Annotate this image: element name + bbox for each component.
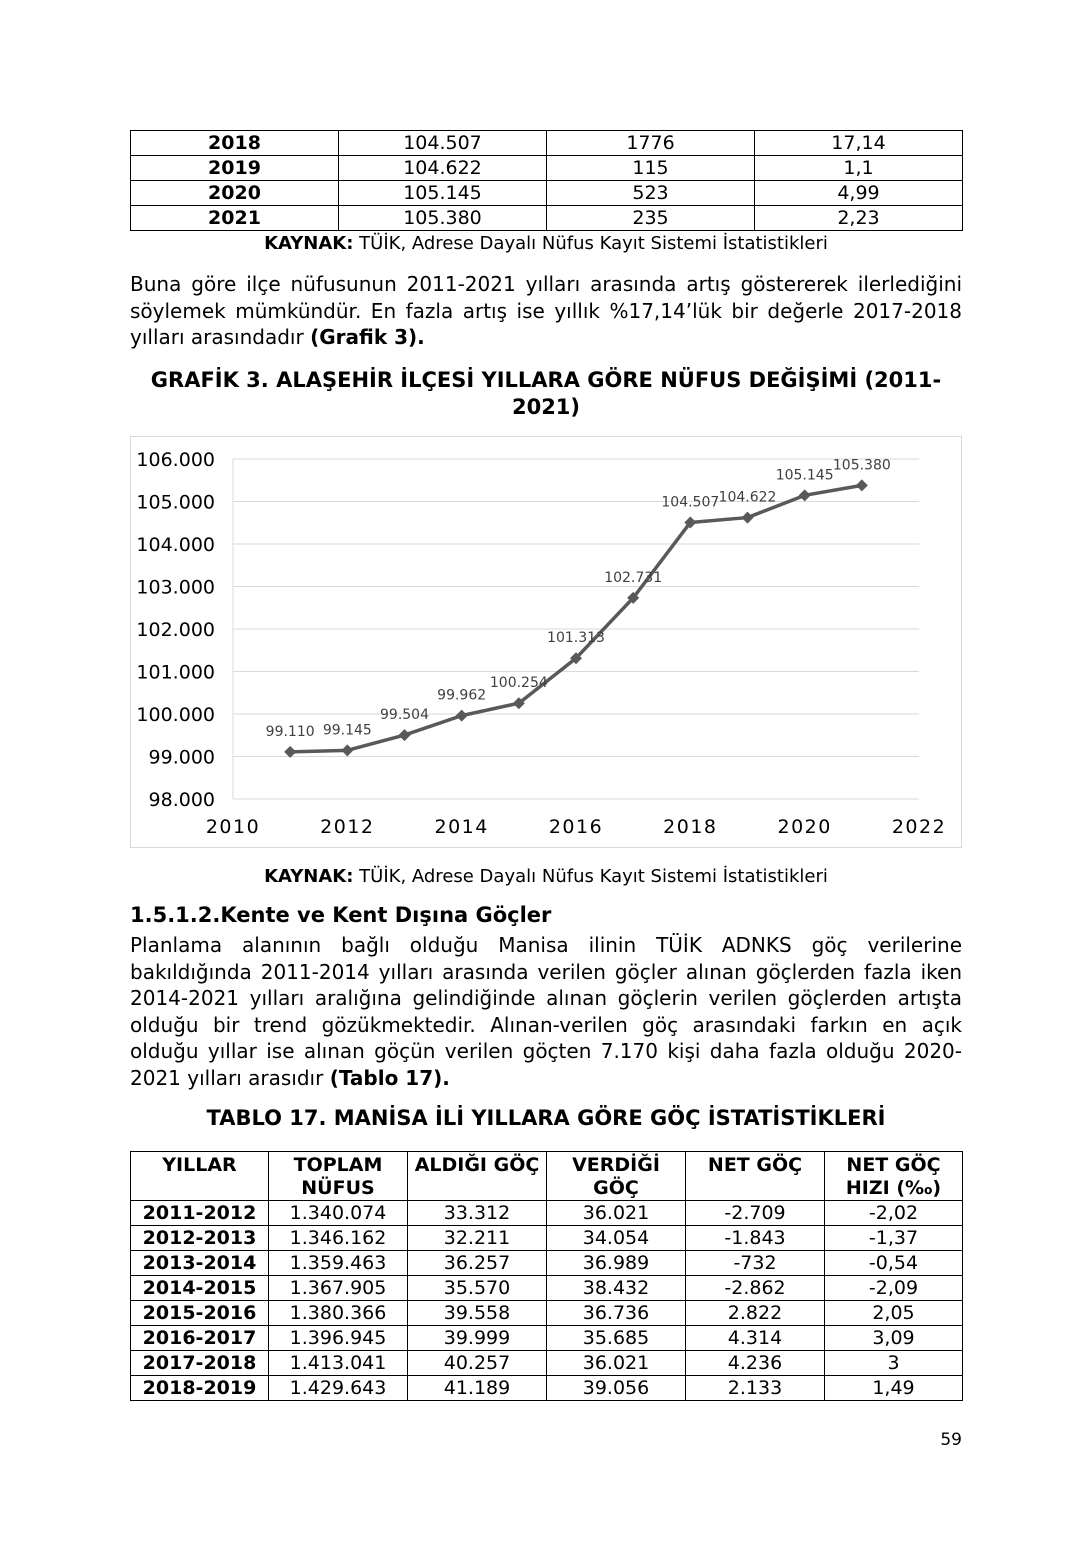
data-label: 99.145: [322, 722, 372, 739]
value-cell: 35.570: [408, 1276, 547, 1301]
value-cell: 1,49: [825, 1376, 963, 1401]
table-row: [131, 1226, 963, 1251]
x-tick-label: 2010: [205, 816, 261, 838]
population-cell: 105.145: [339, 181, 547, 206]
table-row: [131, 1376, 963, 1401]
value-cell: 36.257: [408, 1251, 547, 1276]
data-label: 104.507: [661, 494, 720, 511]
value-cell: -2.709: [686, 1201, 825, 1226]
value-cell: -1,37: [825, 1226, 963, 1251]
paragraph-text: Planlama alanının bağlı olduğu Manisa ilinin TÜİK ADNKS göç verilerine bakıldığında 2011-2014 yılları arasında verilen göçler alınan göçlerden fazla iken 2014-2021 yılları aralığına gelindiğinde alınan göçlerin verilen göçlerden artışta olduğu bir trend gözükmektedir. Alınan-verilen göç arasındaki farkın en açık olduğu yıllar ise alınan göçün verilen göçten 7.170 kişi daha fazla olduğu 2020-2021 yılları arasıdır: [130, 933, 962, 1090]
rate-cell: 1,1: [755, 156, 963, 181]
y-tick-label: 103.000: [136, 576, 215, 599]
value-cell: 33.312: [408, 1201, 547, 1226]
x-tick-label: 2020: [777, 816, 832, 838]
value-cell: 1.359.463: [269, 1251, 408, 1276]
value-cell: 1.367.905: [269, 1276, 408, 1301]
value-cell: 1.396.945: [269, 1326, 408, 1351]
increase-cell: 115: [547, 156, 755, 181]
chart-reference: (Grafik 3).: [310, 325, 425, 349]
y-tick-label: 102.000: [136, 619, 215, 641]
year-cell: 2018: [131, 131, 339, 156]
data-label: 99.110: [265, 723, 315, 740]
data-label: 99.962: [437, 687, 487, 704]
column-header: TOPLAM NÜFUS: [269, 1152, 408, 1201]
source-label: KAYNAK:: [264, 233, 354, 254]
value-cell: 39.056: [547, 1376, 686, 1401]
table-row: [131, 131, 963, 156]
table-row: [131, 1276, 963, 1301]
data-point: [456, 710, 468, 722]
chart-source: [130, 866, 962, 887]
period-cell: 2015-2016: [131, 1301, 269, 1326]
value-cell: 4.236: [686, 1351, 825, 1376]
x-tick-label: 2016: [548, 816, 604, 838]
value-cell: 39.999: [408, 1326, 547, 1351]
table-title: TABLO 17. MANİSA İLİ YILLARA GÖRE GÖÇ İSTATİSTİKLERİ: [206, 1106, 886, 1130]
value-cell: -2.862: [686, 1276, 825, 1301]
table-row: [131, 1201, 963, 1226]
period-cell: 2016-2017: [131, 1326, 269, 1351]
population-cell: 105.380: [339, 206, 547, 231]
y-tick-label: 105.000: [136, 491, 215, 514]
table-row: [131, 1301, 963, 1326]
paragraph-migration: [130, 932, 962, 1091]
value-cell: 40.257: [408, 1351, 547, 1376]
paragraph-text: Buna göre ilçe nüfusunun 2011-2021 yılları arasında artış göstererek ilerlediğini söylemek mümkündür. En fazla artış ise yıllık %17,14’lük bir değerle 2017-2018 yılları arasındadır: [130, 272, 962, 349]
rate-cell: 4,99: [755, 181, 963, 206]
data-label: 104.622: [718, 489, 777, 506]
value-cell: -732: [686, 1251, 825, 1276]
migration-table: [130, 1151, 963, 1401]
x-tick-label: 2022: [891, 816, 947, 838]
table-row: [131, 181, 963, 206]
table-row: [131, 1351, 963, 1376]
section-heading: 1.5.1.2.Kente ve Kent Dışına Göçler: [130, 903, 552, 927]
column-header: NET GÖÇ HIZI (‰): [825, 1152, 963, 1201]
x-tick-label: 2014: [434, 816, 489, 838]
paragraph-population: [130, 271, 962, 351]
value-cell: -2,09: [825, 1276, 963, 1301]
period-cell: 2011-2012: [131, 1201, 269, 1226]
value-cell: 38.432: [547, 1276, 686, 1301]
year-cell: 2021: [131, 206, 339, 231]
value-cell: 32.211: [408, 1226, 547, 1251]
period-cell: 2018-2019: [131, 1376, 269, 1401]
rate-cell: 2,23: [755, 206, 963, 231]
y-tick-label: 101.000: [136, 661, 215, 684]
column-header: ALDIĞI GÖÇ: [408, 1152, 547, 1201]
chart-canvas: [131, 437, 961, 847]
table-header-row: [131, 1152, 963, 1201]
column-header: YILLAR: [131, 1152, 269, 1201]
value-cell: 4.314: [686, 1326, 825, 1351]
data-label: 99.504: [380, 707, 429, 724]
y-tick-label: 104.000: [136, 534, 215, 556]
population-cell: 104.507: [339, 131, 547, 156]
value-cell: 1.340.074: [269, 1201, 408, 1226]
data-label: 102.731: [604, 569, 663, 586]
population-table: [130, 130, 963, 231]
y-tick-label: 106.000: [136, 449, 215, 471]
data-point: [799, 489, 811, 501]
value-cell: 1.380.366: [269, 1301, 408, 1326]
column-header: NET GÖÇ: [686, 1152, 825, 1201]
value-cell: 1.429.643: [269, 1376, 408, 1401]
value-cell: 36.021: [547, 1201, 686, 1226]
y-tick-label: 100.000: [136, 704, 215, 726]
population-cell: 104.622: [339, 156, 547, 181]
page-number: 59: [940, 1430, 962, 1450]
table-row: [131, 1251, 963, 1276]
value-cell: -0,54: [825, 1251, 963, 1276]
year-cell: 2020: [131, 181, 339, 206]
value-cell: 1.346.162: [269, 1226, 408, 1251]
y-tick-label: 98.000: [148, 789, 215, 811]
data-label: 101.313: [547, 630, 605, 647]
population-chart: [130, 436, 962, 848]
data-point: [399, 729, 411, 741]
x-tick-label: 2018: [663, 816, 718, 838]
data-point: [856, 479, 868, 491]
value-cell: 2.133: [686, 1376, 825, 1401]
data-point: [341, 744, 353, 756]
period-cell: 2012-2013: [131, 1226, 269, 1251]
increase-cell: 235: [547, 206, 755, 231]
value-cell: 39.558: [408, 1301, 547, 1326]
data-point: [742, 512, 754, 524]
table-row: [131, 156, 963, 181]
data-label: 105.380: [832, 457, 891, 474]
table-row: [131, 1326, 963, 1351]
value-cell: 36.989: [547, 1251, 686, 1276]
period-cell: 2013-2014: [131, 1251, 269, 1276]
table-reference: (Tablo 17).: [329, 1065, 450, 1090]
increase-cell: 523: [547, 181, 755, 206]
series-line: [290, 485, 862, 751]
increase-cell: 1776: [547, 131, 755, 156]
source-text: TÜİK, Adrese Dayalı Nüfus Kayıt Sistemi İstatistikleri: [353, 233, 828, 254]
table-source: [130, 233, 962, 254]
year-cell: 2019: [131, 156, 339, 181]
value-cell: 2,05: [825, 1301, 963, 1326]
value-cell: 35.685: [547, 1326, 686, 1351]
value-cell: 41.189: [408, 1376, 547, 1401]
data-label: 105.145: [775, 467, 834, 484]
value-cell: 1.413.041: [269, 1351, 408, 1376]
period-cell: 2017-2018: [131, 1351, 269, 1376]
value-cell: 34.054: [547, 1226, 686, 1251]
value-cell: 3: [825, 1351, 963, 1376]
data-label: 100.254: [489, 675, 548, 692]
source-label: KAYNAK:: [264, 866, 354, 887]
value-cell: 36.021: [547, 1351, 686, 1376]
source-text: TÜİK, Adrese Dayalı Nüfus Kayıt Sistemi İstatistikleri: [353, 866, 828, 887]
column-header: VERDİĞİ GÖÇ: [547, 1152, 686, 1201]
value-cell: 36.736: [547, 1301, 686, 1326]
table-row: [131, 206, 963, 231]
y-tick-label: 99.000: [148, 746, 215, 769]
x-tick-label: 2012: [320, 816, 375, 838]
chart-title: GRAFİK 3. ALAŞEHİR İLÇESİ YILLARA GÖRE NÜFUS DEĞİŞİMİ (2011-2021): [150, 368, 942, 419]
value-cell: -2,02: [825, 1201, 963, 1226]
value-cell: 2.822: [686, 1301, 825, 1326]
value-cell: 3,09: [825, 1326, 963, 1351]
value-cell: -1.843: [686, 1226, 825, 1251]
period-cell: 2014-2015: [131, 1276, 269, 1301]
rate-cell: 17,14: [755, 131, 963, 156]
